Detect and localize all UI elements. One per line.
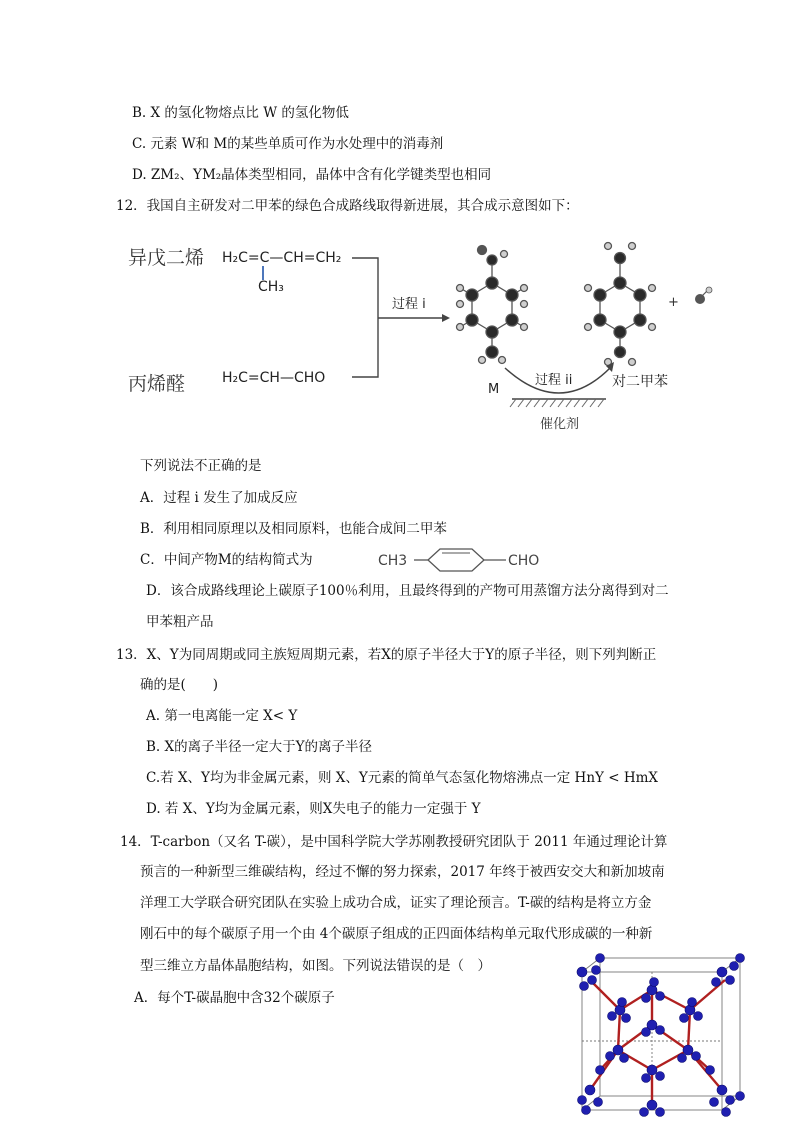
intermediate-m-structure <box>376 545 568 573</box>
q14-line2: 预言的一种新型三维碳结构，经过不懈的努力探索，2017 年终于被西安交大和新加坡南 <box>140 864 665 880</box>
q14-line5: 型三维立方晶体晶胞结构，如图。下列说法错误的是（ ） <box>140 958 491 974</box>
q13-option-a: A. 第一电离能一定 X< Y <box>146 708 298 724</box>
q13-option-d: D. 若 X、Y均为金属元素，则X失电子的能力一定强于 Y <box>146 801 481 817</box>
q14-line4: 刚石中的每个碳原子用一个由 4个碳原子组成的正四面体结构单元取代形成碳的一种新 <box>140 926 653 942</box>
isoprene-formula: H₂C=C—CH=CH₂ <box>222 250 342 266</box>
q11-option-d: D. ZM₂、YM₂晶体类型相同，晶体中含有化学键类型也相同 <box>132 167 492 183</box>
blue-atoms <box>577 954 745 1117</box>
q12-stem: 12．我国自主研发对二甲苯的绿色合成路线取得新进展，其合成示意图如下： <box>116 198 579 214</box>
q12-option-b: B．利用相同原理以及相同原料，也能合成间二甲苯 <box>140 521 447 537</box>
q11-option-b: B. X 的氢化物熔点比 W 的氢化物低 <box>132 105 349 121</box>
q12-option-a: A．过程 i 发生了加成反应 <box>140 490 298 506</box>
catalyst-label: 催化剂 <box>540 417 580 432</box>
q14-line1: 14．T-carbon（又名 T-碳），是中国科学院大学苏刚教授研究团队于 2011 年通过理论计算 <box>120 834 668 850</box>
isoprene-methyl: CH₃ <box>258 279 284 295</box>
q14-option-a: A．每个T-碳晶胞中含32个碳原子 <box>134 990 335 1006</box>
q14-line3: 洋理工大学联合研究团队在实验上成功合成，证实了理论预言。T-碳的结构是将立方金 <box>140 895 652 911</box>
ring-shape <box>428 549 484 571</box>
catalyst-hatching <box>510 399 604 407</box>
process-ii-label: 过程 ii <box>535 373 573 388</box>
product-label: 对二甲苯 <box>612 374 668 390</box>
intermediate-label: M <box>488 382 500 397</box>
t-carbon-crystal-figure <box>560 950 756 1122</box>
isoprene-name: 异戊二烯 <box>128 247 205 269</box>
acrolein-name: 丙烯醛 <box>128 373 186 395</box>
arrow-head <box>442 314 450 322</box>
bracket-line <box>352 258 378 377</box>
molecule-m <box>457 246 528 364</box>
q12-option-d-line1: D．该合成路线理论上碳原子100％利用，且最终得到的产物可用蒸馏方法分离得到对二 <box>146 583 669 599</box>
methyl-group-text: CH3 <box>378 553 408 569</box>
molecule-p-xylene <box>585 243 656 366</box>
q13-stem-line1: 13．X、Y为同周期或同主族短周期元素，若X的原子半径大于Y的原子半径，则下列判断正 <box>116 647 657 663</box>
process-i-label: 过程 i <box>392 297 426 312</box>
q12-option-d-line2: 甲苯粗产品 <box>146 614 214 630</box>
q13-stem-line2: 确的是( ) <box>140 677 219 693</box>
acrolein-formula: H₂C=CH—CHO <box>222 370 326 386</box>
aldehyde-group-text: CHO <box>508 553 540 569</box>
q12-option-c: C．中间产物M的结构简式为 <box>140 552 313 568</box>
plus-sign: + <box>668 295 679 310</box>
synthesis-scheme <box>120 228 740 443</box>
water-molecule <box>695 287 712 304</box>
q12-prompt: 下列说法不正确的是 <box>140 458 262 474</box>
q13-option-c: C.若 X、Y均为非金属元素，则 X、Y元素的简单气态氢化物熔沸点一定 HnY < HmX <box>146 770 659 786</box>
q11-option-c: C. 元素 W和 M的某些单质可作为水处理中的消毒剂 <box>132 136 444 152</box>
q13-option-b: B. X的离子半径一定大于Y的离子半径 <box>146 739 373 755</box>
